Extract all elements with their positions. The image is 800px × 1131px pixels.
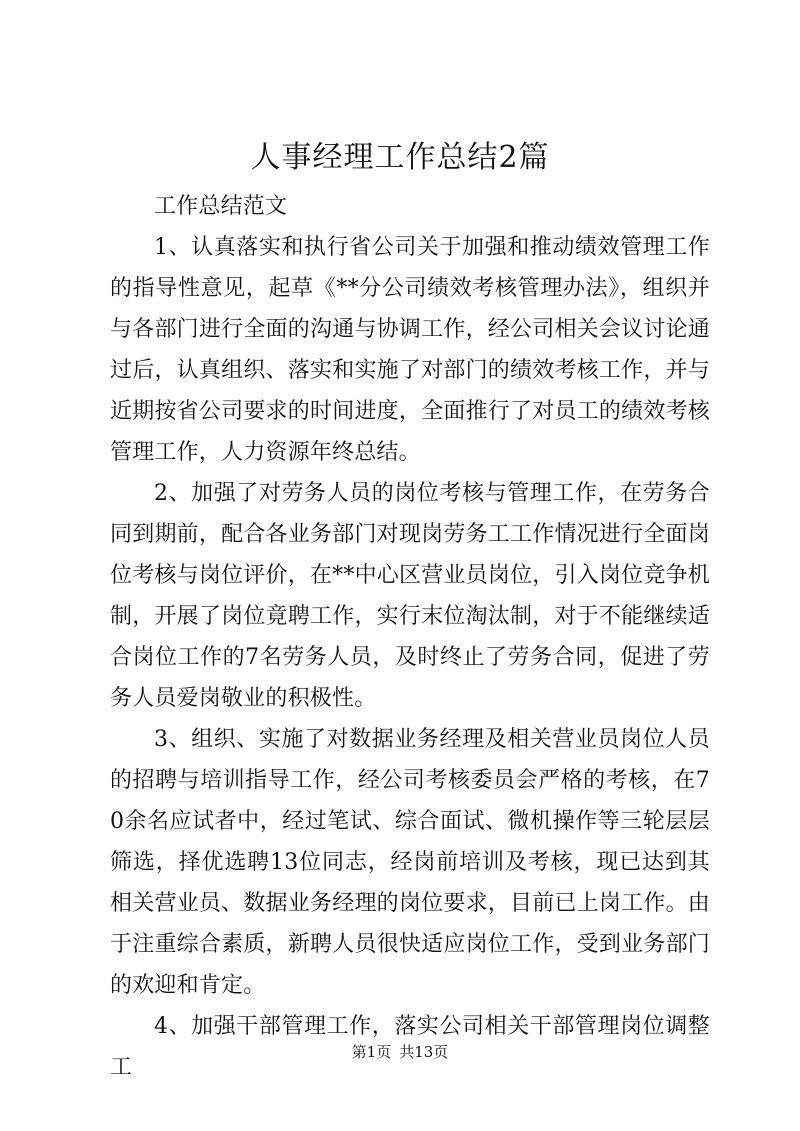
document-title: 人事经理工作总结2篇 xyxy=(250,140,550,175)
page-footer xyxy=(0,1042,800,1062)
page-total: 共13页 xyxy=(399,1043,449,1061)
paragraph-heading: 工作总结范文 xyxy=(154,194,288,219)
paragraph-3: 3、组织、实施了对数据业务经理及相关营业员岗位人员的招聘与培训指导工作，经公司考核委员会严格的考核，在70余名应试者中，经过笔试、综合面试、微机操作等三轮层层筛选，择优选聘13位同志，经岗前培训及考核，现已达到其相关营业员、数据业务经理的岗位要求，目前已上岗工作。由于注重综合素质，新聘人员很快适应岗位工作，受到业务部门的欢迎和肯定。 xyxy=(110,727,710,998)
paragraph-4: 4、加强干部管理工作，落实公司相关干部管理岗位调整工 xyxy=(110,1014,710,1080)
document-body xyxy=(110,186,710,1088)
paragraph-1: 1、认真落实和执行省公司关于加强和推动绩效管理工作的指导性意见，起草《**分公司绩效考核管理办法》，组织并与各部门进行全面的沟通与协调工作，经公司相关会议讨论通过后，认真组织、落实和实施了对部门的绩效考核工作，并与近期按省公司要求的时间进度，全面推行了对员工的绩效考核管理工作，人力资源年终总结。 xyxy=(110,235,710,465)
paragraph-2: 2、加强了对劳务人员的岗位考核与管理工作，在劳务合同到期前，配合各业务部门对现岗劳务工工作情况进行全面岗位考核与岗位评价，在**中心区营业员岗位，引入岗位竞争机制，开展了岗位竟聘工作，实行末位淘汰制，对于不能继续适合岗位工作的7名劳务人员，及时终止了劳务合同，促进了劳务人员爱岗敬业的积极性。 xyxy=(110,481,710,711)
page-number: 第1页 xyxy=(351,1043,392,1061)
